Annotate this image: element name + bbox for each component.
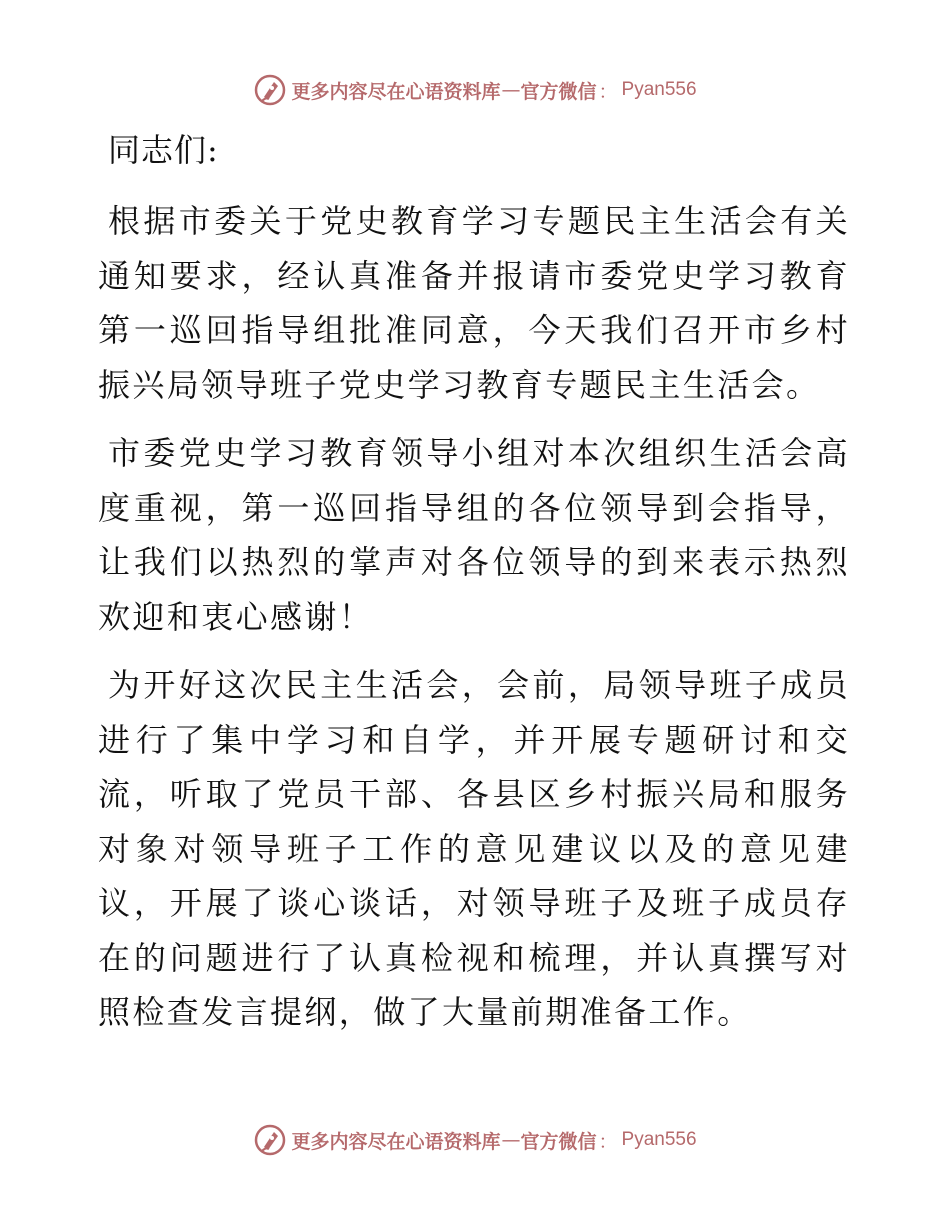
- pen-nib-circle-icon: [253, 1123, 287, 1157]
- watermark-footer: [253, 1123, 696, 1157]
- paragraph-3: 为开好这次民主生活会，会前，局领导班子成员进行了集中学习和自学，并开展专题研讨和交流，听取了党员干部、各县区乡村振兴局和服务对象对领导班子工作的意见建议以及的意见建议，开展了谈心谈话，对领导班子及班子成员存在的问题进行了认真检视和梳理，并认真撰写对照检查发言提纲，做了大量前期准备工作。: [98, 666, 850, 1031]
- document-body: [98, 124, 850, 1054]
- watermark-separator: —: [501, 79, 521, 101]
- watermark-label: 官方微信: [520, 80, 597, 103]
- page-header: [0, 68, 950, 112]
- watermark-wechat-id: Pyan556: [621, 79, 697, 100]
- watermark-label: 官方微信: [520, 1130, 597, 1153]
- paragraph-2: 市委党史学习教育领导小组对本次组织生活会高度重视，第一巡回指导组的各位领导到会指导，让我们以热烈的掌声对各位领导的到来表示热烈欢迎和衷心感谢！: [98, 434, 850, 636]
- greeting: 同志们:: [108, 131, 219, 169]
- watermark-text: 更多内容尽在心语资料库: [291, 80, 501, 103]
- page-footer: [0, 1118, 950, 1162]
- watermark-colon: ：: [598, 80, 618, 103]
- watermark-colon: ：: [598, 1130, 618, 1153]
- watermark-separator: —: [501, 1129, 521, 1151]
- paragraph-1: 根据市委关于党史教育学习专题民主生活会有关通知要求，经认真准备并报请市委党史学习教育第一巡回指导组批准同意，今天我们召开市乡村振兴局领导班子党史学习教育专题民主生活会。: [98, 202, 850, 404]
- pen-nib-circle-icon: [253, 73, 287, 107]
- watermark-text: 更多内容尽在心语资料库: [291, 1130, 501, 1153]
- watermark-header: [253, 73, 696, 107]
- watermark-wechat-id: Pyan556: [621, 1129, 697, 1150]
